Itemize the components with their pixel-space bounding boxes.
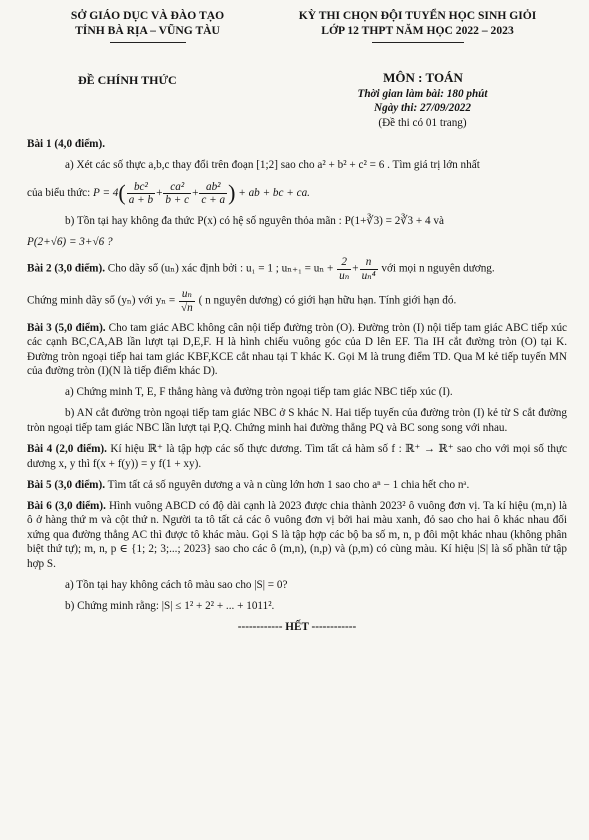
problem-1a-formula-line: của biểu thức: P = 4( $\frac{\text{bc²}}{a + b}$ + $\frac{\text{ca²}}{b + c}$ + $\frac{\text{ab²}}{c + a}$ ) + ab + bc + ca. <box>27 180 310 206</box>
problem-3-text: Cho tam giác ABC không cân nội tiếp đường tròn (O). Đường tròn (I) nội tiếp tam giác ABC tiếp xúc các cạnh BC,CA,AB lần lượt tại D,E,F. H là hình chiếu vuông góc của D lên EF. Tia IH cắt đường tròn (O) tại K. Đường tròn ngoại tiếp hai tam giác KBF,KCE cắt nhau tại T khác K. Gọi M là trung điểm TD. Qua M kẻ tiếp tuyến MN của đường tròn (I)(N là tiếp điểm khác D). <box>27 321 568 378</box>
exam-name: KỲ THI CHỌN ĐỘI TUYỂN HỌC SINH GIỎI <box>298 9 537 22</box>
exam-grade-year: LỚP 12 THPT NĂM HỌC 2022 – 2023 <box>321 24 514 38</box>
exam-date: Ngày thi: 27/09/2022 <box>374 102 471 115</box>
fraction-ca2: $\frac{\text{ca²}}{b + c}$ <box>165 180 190 206</box>
problem-3-block <box>27 321 567 379</box>
problem-3b-text: b) AN cắt đường tròn ngoại tiếp tam giác NBC ở S khác N. Hai tiếp tuyến của đường tròn (I) kẻ từ S cắt đường tròn ngoại tiếp tam giác NBC lần lượt tại P,Q. Chứng minh hai đường thẳng PQ và BC song song với nhau. <box>27 407 567 434</box>
problem-1b-text2: P(2+√6) = 3+√6 ? <box>27 236 113 249</box>
problem-3-title: Bài 3 (5,0 điểm). <box>27 321 106 334</box>
problem-6-title: Bài 6 (3,0 điểm). <box>27 499 106 512</box>
problem-6-text: Hình vuông ABCD có độ dài cạnh là 2023 được chia thành 2023² ô vuông đơn vị. Ta kí hiệu (m,n) là ô ở hàng thứ m và cột thứ n. Người ta tô tất cả các ô vuông đơn vị bởi hai màu xanh, đỏ sao cho hai ô khác nhau đối xứng qua đường thẳng AC thì được tô khác màu. Gọi S là tập hợp các bộ ba số m, n, p đôi một khác nhau (không phân biệt thứ tự); m, n, p ∈ {1; 2; 3;...; 2023} sao cho các ô (m,n), (n,p) và (p,m) có cùng màu. Kí hiệu |S| là số phần tử tập hợp S. <box>27 499 568 570</box>
header-left <box>40 8 255 38</box>
header-left-rule <box>110 42 186 43</box>
problem-5-block <box>27 478 567 493</box>
problem-1a-text: a) Xét các số thực a,b,c thay đổi trên đoạn [1;2] sao cho a² + b² + c² = 6 . Tìm giá trị lớn nhất <box>65 159 480 172</box>
problem-2-title: Bài 2 (3,0 điểm). <box>27 262 105 275</box>
subject-label: MÔN : TOÁN <box>383 70 463 85</box>
problem-1b-text: b) Tồn tại hay không đa thức P(x) có hệ số nguyên thỏa mãn : P(1+∛3) = 2∛3 + 4 và <box>65 215 444 228</box>
problem-2-text1: Cho dãy số (uₙ) xác định bởi : u₁ = 1 ; uₙ₊₁ = uₙ + <box>107 262 334 275</box>
problem-2-text2: Chứng minh dãy số (yₙ) với yₙ = <box>27 294 176 307</box>
fraction-ab2: $\frac{\text{ab²}}{c + a}$ <box>201 180 226 206</box>
problem-5-text: Tìm tất cả số nguyên dương a và n cùng lớn hơn 1 sao cho aⁿ − 1 chia hết cho nᵃ. <box>107 478 470 491</box>
problem-2-line1: Bài 2 (3,0 điểm). Cho dãy số (uₙ) xác định bởi : u₁ = 1 ; uₙ₊₁ = uₙ + $\frac{2}{\text{uₙ}}$ + $\frac{n}{\text{uₙ⁴}}$ với mọi n nguyên dương. <box>27 256 495 282</box>
official-label: ĐỀ CHÍNH THỨC <box>78 73 177 87</box>
problem-3a-text: a) Chứng minh T, E, F thẳng hàng và đường tròn ngoại tiếp tam giác NBC tiếp xúc (I). <box>65 386 453 399</box>
problem-4-title: Bài 4 (2,0 điểm). <box>27 443 107 456</box>
exam-content <box>27 137 567 641</box>
problem-1a-lead: của biểu thức: <box>27 187 91 199</box>
fraction-un-over-sqrtn: $\frac{\text{uₙ}}{√n}$ <box>181 288 193 314</box>
formula-p-tail: + ab + bc + ca. <box>238 187 310 199</box>
header-right <box>250 8 585 38</box>
end-marker: ------------ HẾT ------------ <box>237 621 357 634</box>
exam-duration: Thời gian làm bài: 180 phút <box>357 88 488 100</box>
problem-6a-text: a) Tồn tại hay không cách tô màu sao cho |S| = 0? <box>65 579 288 592</box>
problem-6b-text: b) Chứng minh rằng: |S| ≤ 1² + 2² + ... + 1011². <box>65 600 275 613</box>
problem-2-text2-tail: ( n nguyên dương) có giới hạn hữu hạn. Tính giới hạn đó. <box>198 294 457 307</box>
page-count: (Đề thi có 01 trang) <box>378 116 467 129</box>
exam-meta <box>310 87 535 130</box>
fraction-n-over-un4: $\frac{n}{\text{uₙ⁴}}$ <box>361 256 376 282</box>
problem-5-title: Bài 5 (3,0 điểm). <box>27 478 105 491</box>
department-name: SỞ GIÁO DỤC VÀ ĐÀO TẠO <box>70 9 225 22</box>
fraction-bc2: $\frac{\text{bc²}}{a + b}$ <box>128 180 154 206</box>
province-name: TỈNH BÀ RỊA – VŨNG TÀU <box>75 24 220 38</box>
formula-p-lead: P = 4 <box>93 187 119 199</box>
problem-6-block <box>27 499 567 572</box>
fraction-2-over-un: $\frac{2}{\text{uₙ}}$ <box>339 256 350 282</box>
problem-2-line2 <box>27 288 567 314</box>
problem-4-block <box>27 442 567 471</box>
problem-1-title: Bài 1 (4,0 điểm). <box>27 138 105 150</box>
problem-2-text1-tail: với mọi n nguyên dương. <box>381 262 495 275</box>
problem-4-text: Kí hiệu ℝ⁺ là tập hợp các số thực dương. Tìm tất cả hàm số f : ℝ⁺ → ℝ⁺ sao cho với mọi số thực dương x, y thì f(x + f(y)) = y f(1 + xy). <box>27 443 568 470</box>
header-right-rule <box>372 42 464 43</box>
